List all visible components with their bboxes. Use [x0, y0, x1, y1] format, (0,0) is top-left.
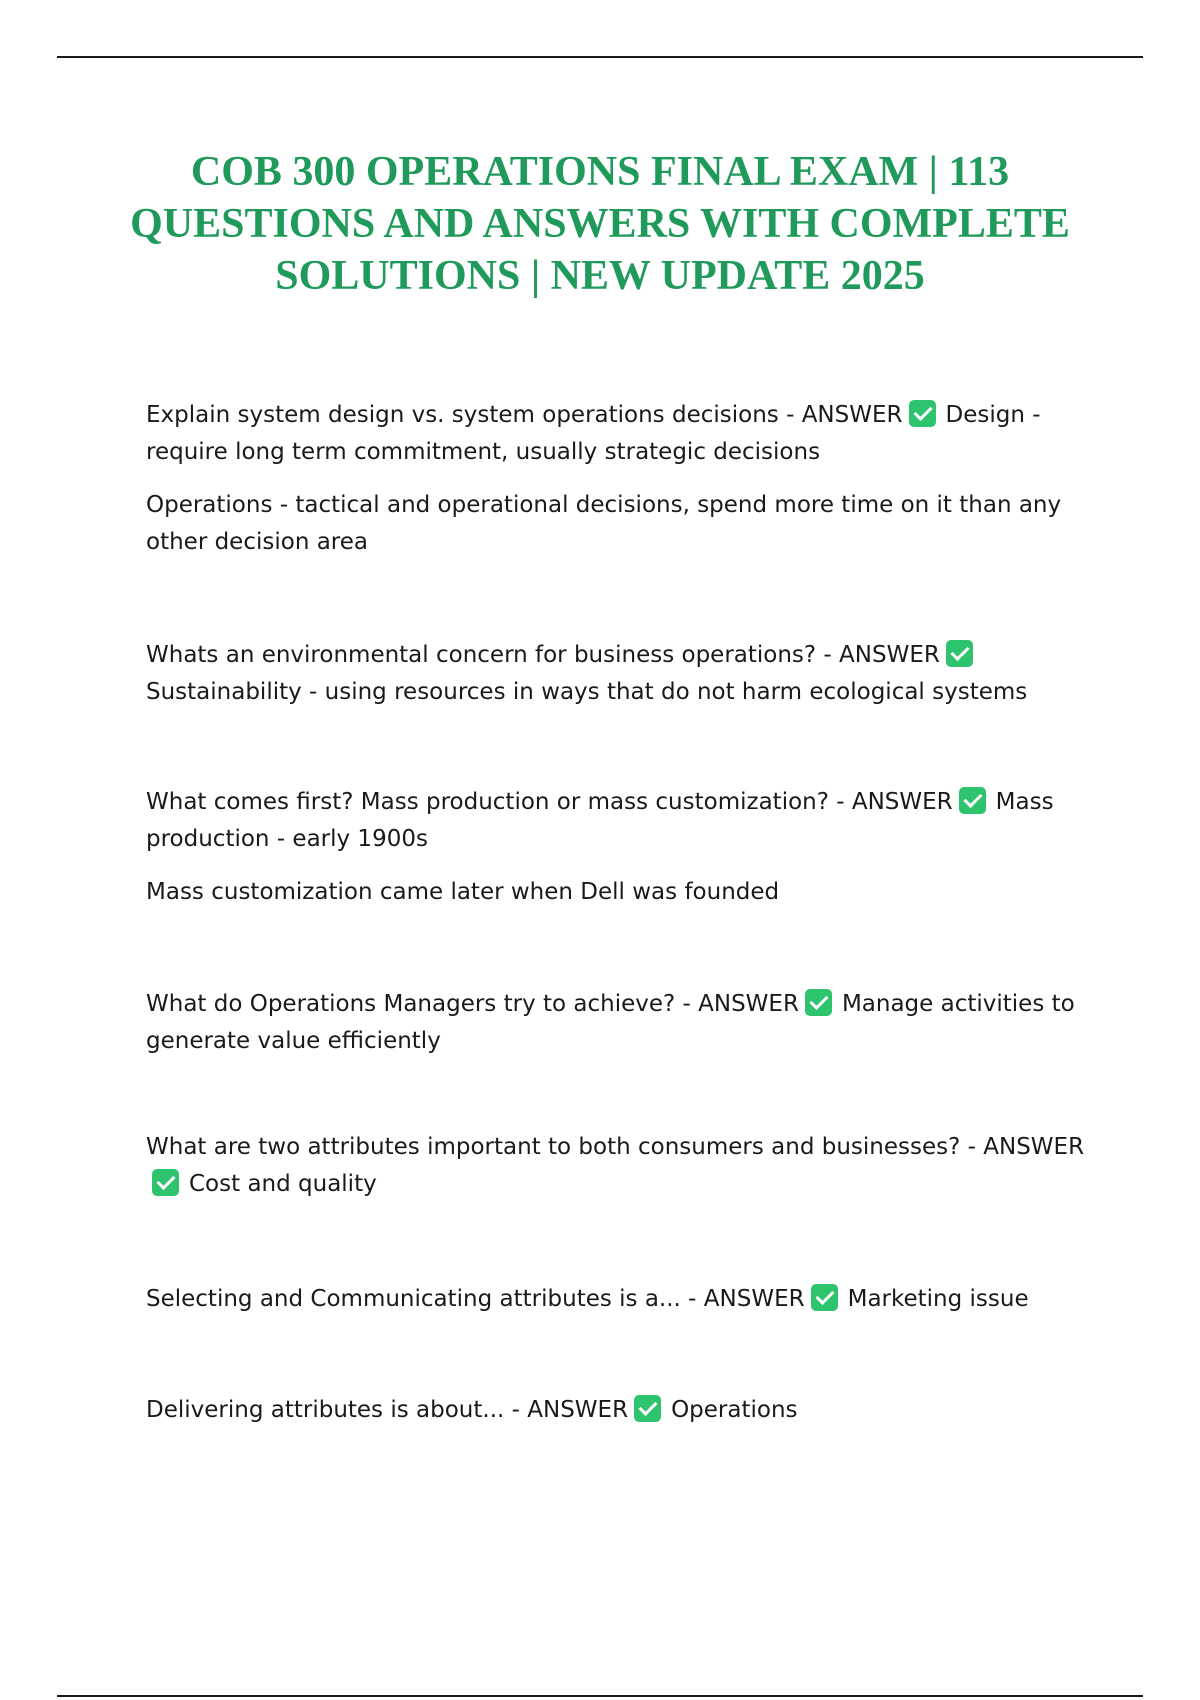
answer-label: ANSWER: [527, 1397, 629, 1423]
qa-question-text: [146, 637, 1086, 711]
question: What do Operations Managers try to achieve? -: [146, 991, 699, 1017]
qa-item-6: [146, 1281, 1086, 1334]
answer: Sustainability - using resources in ways that do not harm ecological systems: [146, 679, 1028, 705]
answer: Operations: [671, 1397, 798, 1423]
qa-question-text: [146, 986, 1086, 1060]
question: Delivering attributes is about... -: [146, 1397, 528, 1423]
answer: Mass production - early 1900s: [146, 789, 1054, 852]
answer-label: ANSWER: [698, 991, 799, 1017]
answer: Manage activities to generate value efficiently: [146, 991, 1075, 1054]
bottom-rule: [57, 1695, 1143, 1697]
question: Explain system design vs. system operations decisions -: [146, 402, 802, 428]
qa-item-2: [146, 637, 1086, 727]
question: Whats an environmental concern for business operations? -: [146, 642, 840, 668]
check-icon: [959, 787, 986, 814]
qa-question-text: [146, 397, 1086, 471]
top-rule: [57, 56, 1143, 58]
answer-label: ANSWER: [703, 1286, 805, 1312]
qa-item-1: [146, 397, 1086, 577]
answer-label: ANSWER: [851, 789, 953, 815]
document-title: COB 300 OPERATIONS FINAL EXAM | 113 QUESTIONS AND ANSWERS WITH COMPLETE SOLUTIONS | NEW UPDATE 2025: [130, 149, 1070, 299]
check-icon: [152, 1169, 179, 1196]
answer-label: ANSWER: [983, 1134, 1085, 1160]
qa-extra-text: Operations - tactical and operational decisions, spend more time on it than any other decision area: [146, 492, 1062, 555]
check-icon: [811, 1284, 838, 1311]
answer: Marketing issue: [847, 1286, 1029, 1312]
qa-item-5: [146, 1129, 1086, 1219]
check-icon: [634, 1395, 661, 1422]
question: What comes first? Mass production or mass customization? -: [146, 789, 852, 815]
qa-item-3: [146, 784, 1086, 927]
qa-item-4: [146, 986, 1086, 1076]
qa-extra-text: Mass customization came later when Dell was founded: [146, 879, 780, 905]
question: Selecting and Communicating attributes is a... -: [146, 1286, 704, 1312]
qa-question-text: [146, 784, 1086, 858]
question: What are two attributes important to both consumers and businesses? -: [146, 1134, 984, 1160]
qa-question-text: [146, 1281, 1086, 1318]
answer: Cost and quality: [189, 1171, 377, 1197]
check-icon: [946, 640, 973, 667]
qa-item-7: [146, 1392, 1086, 1445]
answer: Design - require long term commitment, usually strategic decisions: [146, 402, 1041, 465]
check-icon: [909, 400, 936, 427]
qa-question-text: [146, 1392, 1086, 1429]
answer-label: ANSWER: [839, 642, 940, 668]
check-icon: [805, 989, 832, 1016]
answer-label: ANSWER: [801, 402, 903, 428]
qa-question-text: [146, 1129, 1086, 1203]
